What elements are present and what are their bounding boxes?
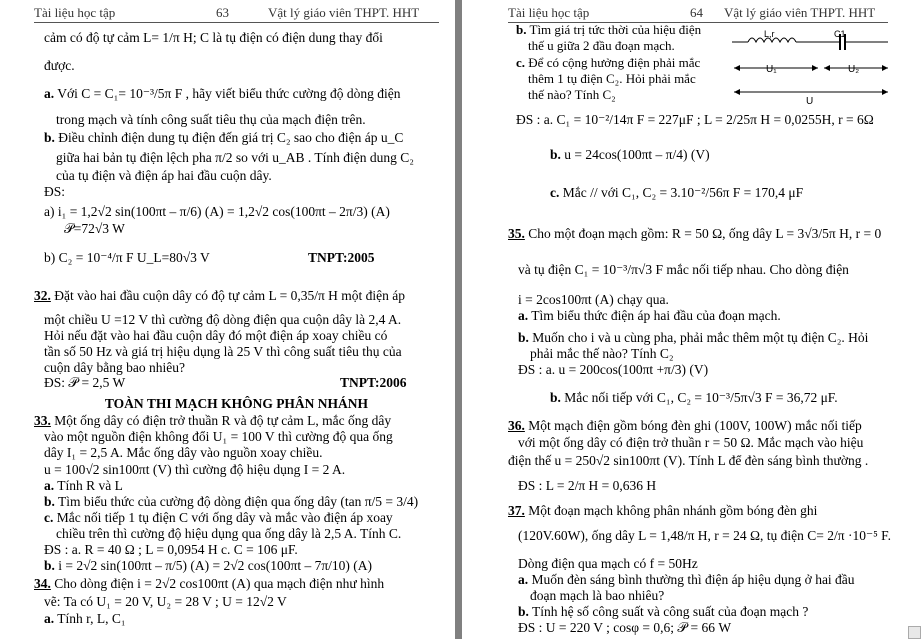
item-label: a. [518,572,529,587]
resize-corner[interactable] [908,626,921,639]
text-line: b. Tính hệ số công suất và công suất của đoạn mạch ? [518,604,809,619]
problem-number: 36. [508,418,525,433]
item-label: b. [516,22,527,37]
right-header-page: 64 [690,5,703,20]
text-line: ĐS : a. u = 200cos(100πt +π/3) (V) [518,362,709,377]
coil-label: L,r [764,29,775,39]
text-line: thêm 1 tụ điện C₂. Hỏi phải mắc [528,71,696,86]
u2-label: U₂ [848,64,860,75]
text-line: của tụ điện và điện áp hai đầu cuộn dây. [56,168,272,183]
problem-number: 33. [34,413,51,428]
text-line: Dòng điện qua mạch có f = 50Hz [518,556,698,571]
left-header-title: Vật lý giáo viên THPT. HHT [268,5,420,20]
text-line: (120V.60W), ống dây L = 1,48/π H, r = 24 Ω, tụ điện C= 2/π ·10⁻⁵ F. [518,528,891,543]
text-line: c. Để có cộng hưởng điện phải mắc [516,55,701,70]
text-line: thế u giữa 2 đầu đoạn mạch. [528,38,675,53]
cap-label: C1 [834,29,846,39]
text-line: vẽ: Ta có U₁ = 20 V, U₂ = 28 V ; U = 12√2 V [44,594,287,609]
item-label: a. [44,478,55,493]
right-header-title: Vật lý giáo viên THPT. HHT [724,5,876,20]
text-line: b. i = 2√2 sin(100πt – π/5) (A) = 2√2 cos(100πt – 7π/10) (A) [44,558,373,573]
circuit-diagram [728,28,914,108]
item-label: c. [550,185,560,200]
u-label: U [806,96,814,107]
problem-33: 33. Một ống dây có điện trở thuần R và độ tự cảm L, mắc ống dây [34,413,392,428]
text-line: Hỏi nếu đặt vào hai đầu cuộn dây đó một điện áp xoay chiều có [44,328,388,343]
text-line: đoạn mạch là bao nhiêu? [530,588,665,603]
right-page [462,0,921,639]
text-line: ĐS : L = 2/π H = 0,636 H [518,478,657,493]
problem-34: 34. Cho dòng điện i = 2√2 cos100πt (A) qua mạch điện như hình [34,576,385,591]
text-line: ĐS : a. R = 40 Ω ; L = 0,0954 H c. C = 106 μF. [44,542,298,557]
text-line: b. Điều chỉnh điện dung tụ điện đến giá trị C₂ sao cho điện áp u_C [44,130,404,145]
item-label: a. [44,86,55,101]
item-label: b. [44,130,55,145]
text-line: b. Muốn cho i và u cùng pha, phải mắc thêm một tụ điện C₂. Hỏi [518,330,869,345]
text-line: ĐS: [44,184,66,199]
text-line: ĐS : a. C₁ = 10⁻²/14π F = 227μF ; L = 2/25π H = 0,0255H, r = 6Ω [516,112,874,127]
item-label: b. [550,147,561,162]
item-label: a. [44,611,55,626]
text-line: b) C₂ = 10⁻⁴/π F U_L=80√3 V [44,250,210,265]
text-line: điện thế u = 250√2 sin100πt (V). Tính L để đèn sáng bình thường . [508,453,869,468]
item-label: b. [518,330,529,345]
problem-35: 35. Cho một đoạn mạch gồm: R = 50 Ω, ống dây L = 3√3/5π H, r = 0 [508,226,882,241]
exam-tag: TNPT:2006 [340,375,407,390]
text-line: a. Muốn đèn sáng bình thường thì điện áp hiệu dụng ở hai đầu [518,572,855,587]
text-line: được. [44,58,75,73]
text-line: vào một nguồn điện không đổi U₁ = 100 V thì cường độ qua ống [44,429,393,444]
item-label: b. [44,494,55,509]
item-label: b. [44,558,55,573]
text-line: cảm có độ tự cảm L= 1/π H; C là tụ điện có điện dung thay đổi [44,30,383,45]
problem-32: 32. Đặt vào hai đầu cuộn dây có độ tự cảm L = 0,35/π H một điện áp [34,288,406,303]
text-line: tần số 50 Hz và giá trị hiệu dụng là 25 V thì công suất tiêu thụ của [44,344,402,359]
problem-number: 37. [508,503,525,518]
text-line: a. Tính r, L, C₁ [44,611,126,626]
problem-36: 36. Một mạch điện gồm bóng đèn ghi (100V, 100W) mắc nối tiếp [508,418,862,433]
problem-number: 34. [34,576,51,591]
text-line: dây I₁ = 2,5 A. Mắc ống dây vào nguồn xoay chiều. [44,445,323,460]
left-header-page: 63 [216,5,229,20]
item-label: a. [518,308,529,323]
text-line: a. Với C = C₁= 10⁻³/5π F , hãy viết biểu thức cường độ dòng điện [44,86,401,101]
text-line: cuộn dây bằng bao nhiêu? [44,360,185,375]
left-header-rule [34,22,439,23]
right-header-source: Tài liệu học tập [508,5,590,20]
text-line: với một ống dây có điện trở thuần r = 50 Ω. Mắc mạch vào hiệu [518,435,864,450]
u1-label: U₁ [766,64,777,75]
text-line: trong mạch và tính công suất tiêu thụ của mạch điện trên. [56,112,366,127]
text-line: ĐS: 𝒫 = 2,5 W [44,375,126,390]
text-line: chiều trên thì cường độ hiệu dụng qua ống dây là 2,5 A. Tính C. [56,526,402,541]
text-line: b. Tìm biểu thức của cường độ dòng điện qua ống dây (tan π/5 = 3/4) [44,494,419,509]
text-line: a. Tính R và L [44,478,123,493]
text-line: 𝒫=72√3 W [64,221,125,236]
left-page [0,0,455,639]
left-header-source: Tài liệu học tập [34,5,116,20]
text-line: b. Tìm giá trị tức thời của hiệu điện [516,22,702,37]
text-line: c. Mắc nối tiếp 1 tụ điện C với ống dây và mắc vào điện áp xoay [44,510,393,525]
text-line: c. Mắc // với C₁, C₂ = 3.10⁻²/56π F = 170,4 μF [550,185,804,200]
problem-37: 37. Một đoạn mạch không phân nhánh gồm bóng đèn ghi [508,503,818,518]
text-line: u = 100√2 sin100πt (V) thì cường độ hiệu dụng I = 2 A. [44,462,346,477]
item-label: b. [550,390,561,405]
item-label: c. [516,55,526,70]
problem-number: 35. [508,226,525,241]
item-label: b. [518,604,529,619]
text-line: một chiều U =12 V thì cường độ dòng điện qua cuộn dây là 2,4 A. [44,312,402,327]
section-heading: TOÀN THI MẠCH KHÔNG PHÂN NHÁNH [104,396,369,411]
text-line: và tụ điện C₁ = 10⁻³/π√3 F mắc nối tiếp nhau. Cho dòng điện [518,262,849,277]
text-line: thế nào? Tính C₂ [528,87,616,102]
text-line: b. Mắc nối tiếp với C₁, C₂ = 10⁻³/5π√3 F = 36,72 μF. [550,390,838,405]
text-line: giữa hai bản tụ điện lệch pha π/2 so với u_AB . Tính điện dung C₂ [56,150,414,165]
problem-number: 32. [34,288,51,303]
exam-tag: TNPT:2005 [308,250,375,265]
text-line: a. Tìm biểu thức điện áp hai đầu của đoạn mạch. [518,308,781,323]
text-line: b. u = 24cos(100πt – π/4) (V) [550,147,710,162]
text-line: a) i₁ = 1,2√2 sin(100πt – π/6) (A) = 1,2√2 cos(100πt – 2π/3) (A) [44,204,390,219]
text-line: ĐS : U = 220 V ; cosφ = 0,6; 𝒫 = 66 W [518,620,732,635]
text-line: i = 2cos100πt (A) chạy qua. [518,292,669,307]
text-line: phải mắc thế nào? Tính C₂ [530,346,674,361]
item-label: c. [44,510,54,525]
